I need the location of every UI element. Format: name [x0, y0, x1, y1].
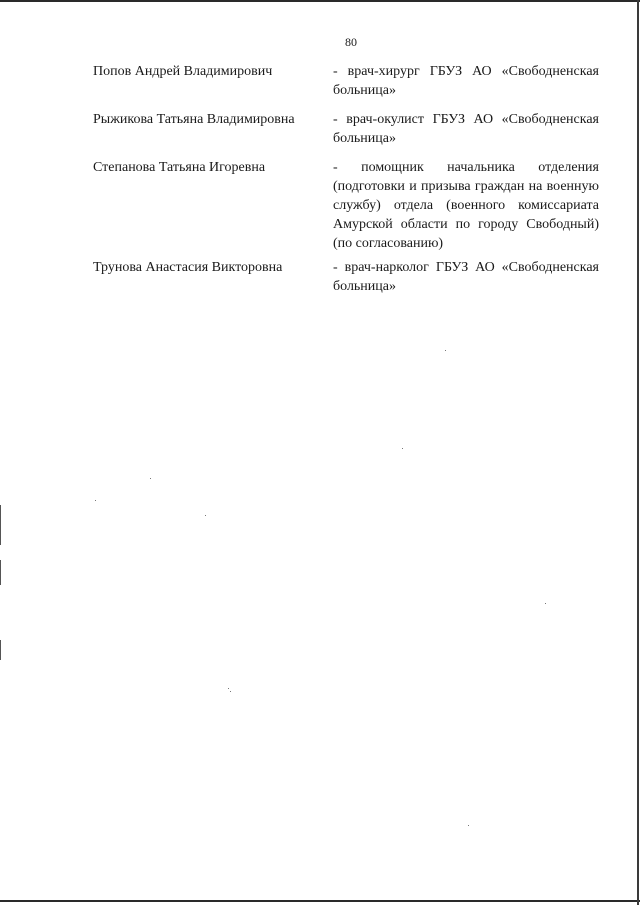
scan-speck	[228, 688, 229, 689]
scan-speck	[402, 448, 403, 449]
scan-speck	[545, 603, 546, 604]
scan-edge-top	[0, 0, 640, 2]
person-role: - помощник начальника отделения (подготовки и призыва граждан на военную службу) отдела (военного комиссариата Амурской области по городу Свободный) (по согласованию)	[333, 160, 599, 251]
scan-edge-bottom	[0, 900, 640, 902]
scan-edge-left-mark	[0, 560, 1, 585]
person-role: - врач-окулист ГБУЗ АО «Свободненская больница»	[333, 112, 599, 146]
person-name: Рыжикова Татьяна Владимировна	[93, 112, 295, 127]
person-name: Трунова Анастасия Викторовна	[93, 260, 283, 275]
scan-speck	[150, 478, 151, 479]
person-name: Попов Андрей Владимирович	[93, 64, 273, 79]
scan-speck	[205, 515, 206, 516]
scan-edge-right	[637, 0, 639, 905]
scan-speck	[230, 691, 231, 692]
person-role: - врач-хирург ГБУЗ АО «Свободненская больница»	[333, 64, 599, 98]
scan-speck	[95, 500, 96, 501]
scan-speck	[468, 825, 469, 826]
person-name: Степанова Татьяна Игоревна	[93, 160, 266, 175]
scan-speck	[445, 350, 446, 351]
scan-edge-left-mark	[0, 505, 1, 545]
page-number: 80	[345, 35, 357, 49]
person-role: - врач-нарколог ГБУЗ АО «Свободненская больница»	[333, 260, 599, 294]
scan-edge-left-mark	[0, 640, 1, 660]
